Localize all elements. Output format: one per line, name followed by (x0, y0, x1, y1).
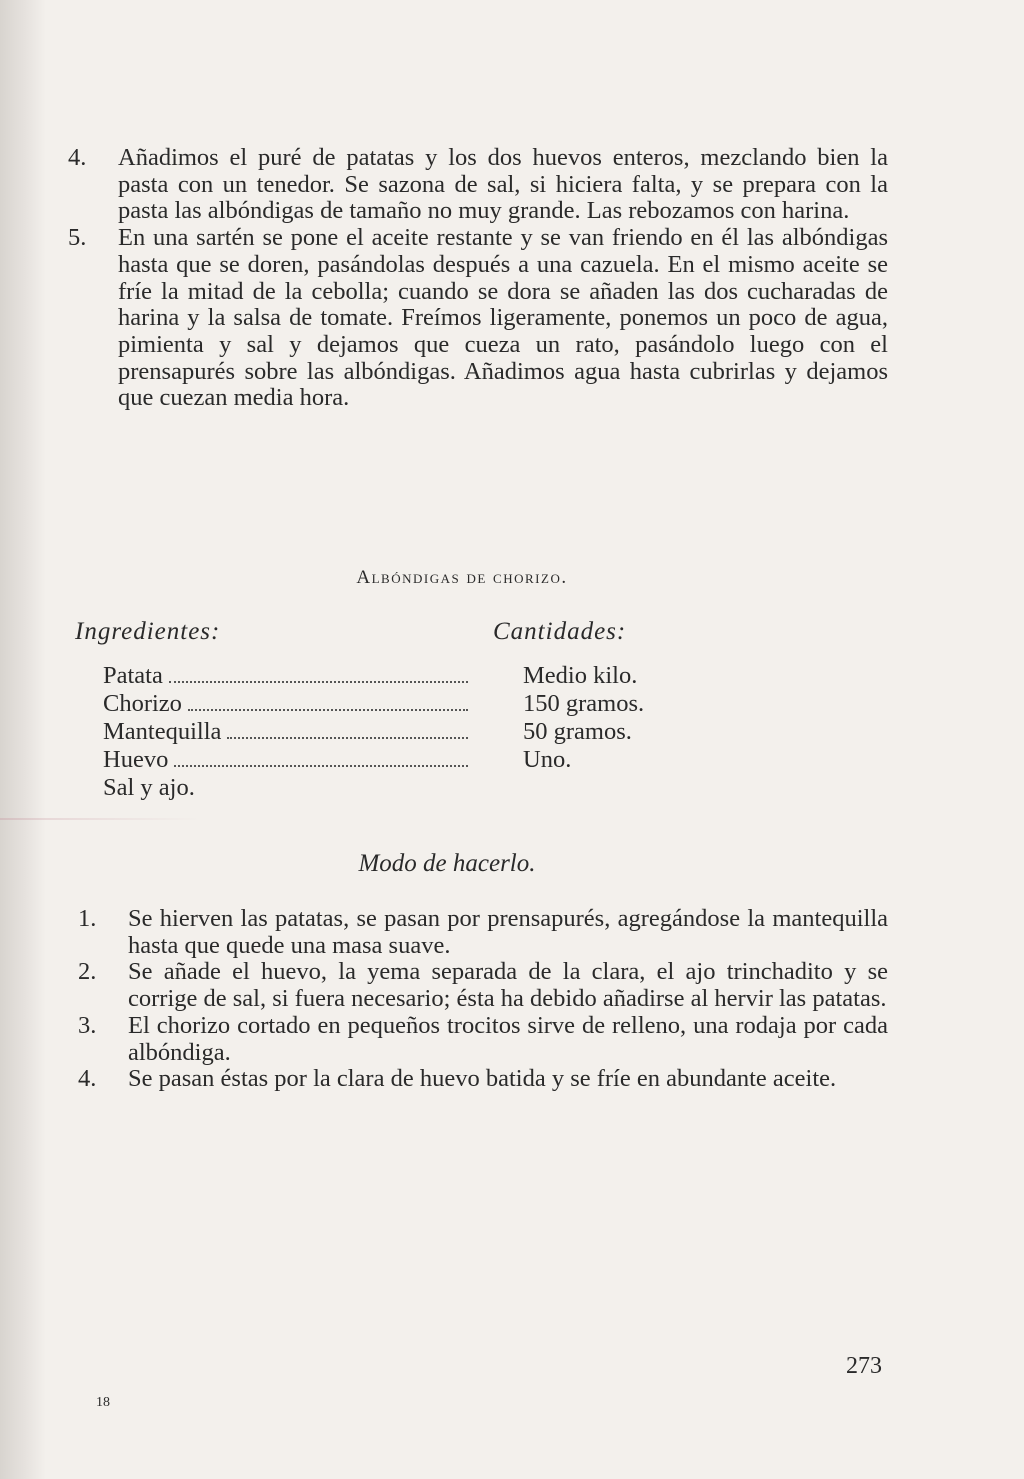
step-number: 3. (78, 1011, 97, 1039)
quantities-list (523, 662, 723, 774)
ingredient-name: Mantequilla (103, 718, 222, 745)
previous-recipe-steps (68, 145, 888, 412)
step-number: 4. (78, 1065, 97, 1093)
method-heading: Modo de hacerlo. (358, 850, 536, 877)
page-number: 273 (846, 1353, 882, 1379)
quantity-value: 50 gramos. (523, 718, 632, 745)
step-text: Añadimos el puré de patatas y los dos huevos enteros, mezclando bien la pasta con un tenedor. Se sazona de sal, si hiciera falta, y se prepara con la pasta las albóndigas de tamaño no muy grande. Las rebozamos con harina. (118, 144, 888, 225)
step-text: Se añade el huevo, la yema separada de la clara, el ajo trinchadito y se corrige de sal, si fuera necesario; ésta ha debido añadirse al hervir las patatas. (128, 958, 888, 1013)
list-item (78, 1066, 888, 1093)
list-item (68, 225, 888, 412)
step-number: 4. (68, 144, 87, 171)
ingredient-row (103, 662, 468, 690)
step-text: El chorizo cortado en pequeños trocitos sirve de relleno, una rodaja por cada albóndiga. (128, 1011, 888, 1066)
step-text: Se hierven las patatas, se pasan por prensapurés, agregándose la mantequilla hasta que quede una masa suave. (128, 905, 888, 959)
signature-mark: 18 (96, 1395, 110, 1410)
list-item (78, 959, 888, 1012)
step-number: 2. (78, 958, 97, 986)
leader-dots (227, 737, 468, 739)
quantity-value: Uno. (523, 746, 572, 773)
list-item (68, 145, 888, 225)
quantity-value: Medio kilo. (523, 662, 638, 689)
leader-dots (169, 681, 468, 683)
ingredient-name: Huevo (103, 746, 169, 773)
leader-dots (188, 709, 468, 711)
recipe-title: Albóndigas de chorizo. (356, 567, 568, 588)
list-item (78, 906, 888, 959)
ingredient-row (103, 746, 468, 774)
quantity-value: 150 gramos. (523, 690, 645, 717)
ingredient-row (103, 690, 468, 718)
step-number: 1. (78, 905, 97, 932)
gutter-mark (0, 818, 200, 820)
step-number: 5. (68, 224, 87, 252)
ingredient-row (103, 718, 468, 746)
ingredients-heading: Ingredientes: (75, 618, 221, 645)
ingredient-name: Chorizo (103, 690, 182, 717)
quantities-heading: Cantidades: (493, 618, 627, 645)
leader-dots (174, 765, 468, 767)
ingredient-name: Sal y ajo. (103, 774, 195, 801)
ingredients-list (103, 662, 468, 802)
ingredient-name: Patata (103, 662, 163, 689)
step-text: En una sartén se pone el aceite restante y se van friendo en él las albóndigas hasta que se doren, pasándolas después a una cazuela. En el mismo aceite se fríe la mitad de la cebolla; cuando se dora se añaden las dos cucharadas de harina y la salsa de tomate. Freímos ligeramente, ponemos un poco de agua, pimienta y sal y dejamos que cueza un rato, pasándolo luego con el prensapurés sobre las albóndigas. Añadimos agua hasta cubrirlas y dejamos que cuezan media hora. (118, 224, 888, 412)
recipe-steps (78, 906, 888, 1093)
page-gutter-shadow (0, 0, 46, 1479)
list-item (78, 1013, 888, 1066)
ingredient-row (103, 774, 468, 802)
step-text: Se pasan éstas por la clara de huevo batida y se fríe en abundante aceite. (128, 1065, 837, 1093)
